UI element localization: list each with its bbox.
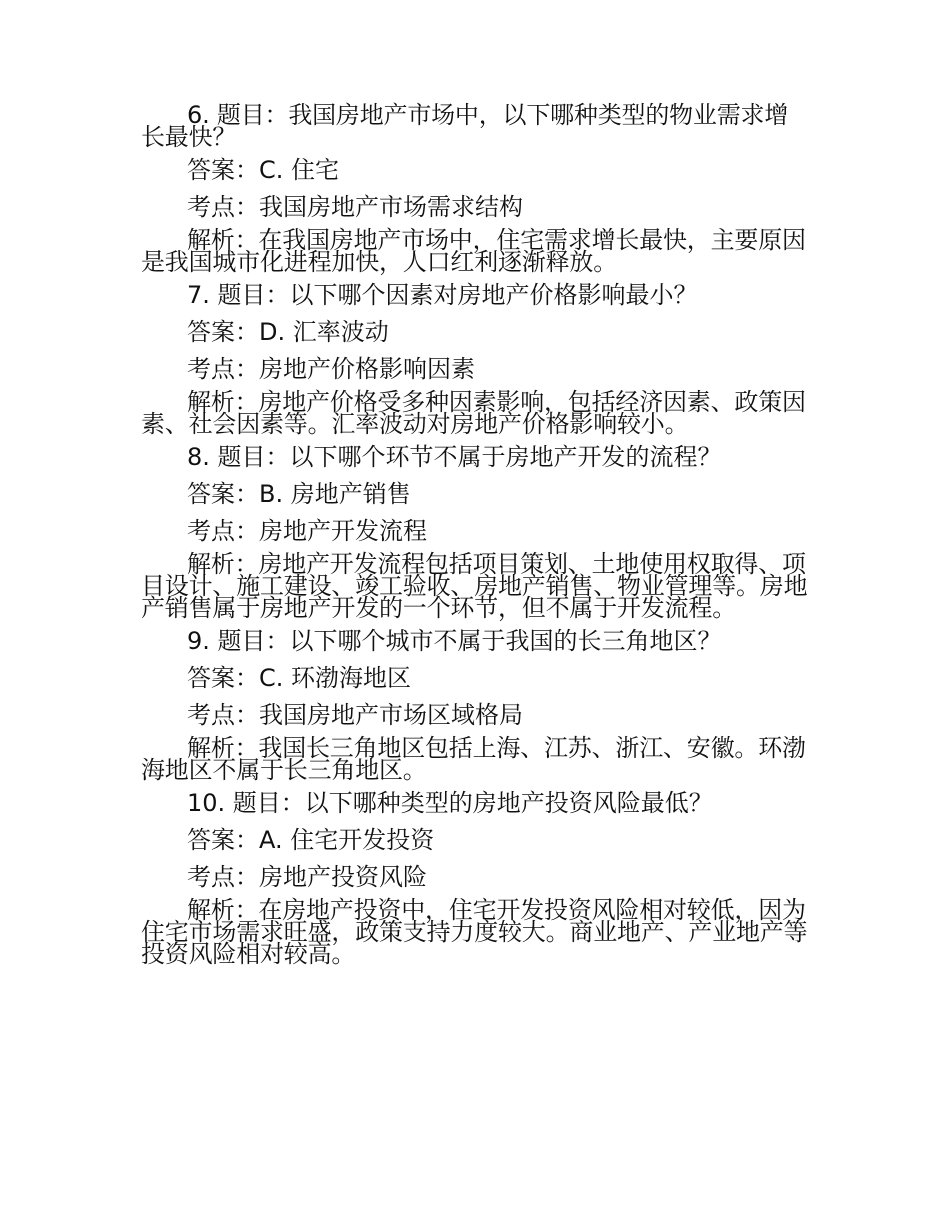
question-7: 7. 题目：以下哪个因素对房地产价格影响最小？ [187,281,698,309]
point-7: 考点：房地产价格影响因素 [187,355,475,383]
answer-9: 答案：C. 环渤海地区 [187,664,412,692]
analysis-6: 解析：在我国房地产市场中，住宅需求增长最快，主要原因是我国城市化进程加快，人口红利逐渐释放。 [141,226,806,276]
question-9: 9. 题目：以下哪个城市不属于我国的长三角地区？ [187,627,722,655]
analysis-7: 解析：房地产价格受多种因素影响，包括经济因素、政策因素、社会因素等。汇率波动对房地产价格影响较小。 [141,388,806,438]
qa-item-9 [141,626,811,784]
question-10: 10. 题目：以下哪种类型的房地产投资风险最低？ [187,789,713,817]
answer-8: 答案：B. 房地产销售 [187,480,411,508]
answer-6: 答案：C. 住宅 [187,156,340,184]
qa-item-6 [141,101,811,276]
qa-item-10 [141,788,811,968]
qa-item-7 [141,280,811,438]
analysis-8: 解析：房地产开发流程包括项目策划、土地使用权取得、项目设计、施工建设、竣工验收、房地产销售、物业管理等。房地产销售属于房地产开发的一个环节，但不属于开发流程。 [141,550,808,622]
point-9: 考点：我国房地产市场区域格局 [187,701,523,729]
qa-item-8 [141,442,811,622]
analysis-9: 解析：我国长三角地区包括上海、江苏、浙江、安徽。环渤海地区不属于长三角地区。 [141,734,806,784]
answer-7: 答案：D. 汇率波动 [187,318,389,346]
point-10: 考点：房地产投资风险 [187,863,427,891]
answer-10: 答案：A. 住宅开发投资 [187,826,435,854]
point-8: 考点：房地产开发流程 [187,517,427,545]
question-8: 8. 题目：以下哪个环节不属于房地产开发的流程？ [187,443,722,471]
qa-list [141,101,811,972]
analysis-10: 解析：在房地产投资中，住宅开发投资风险相对较低，因为住宅市场需求旺盛，政策支持力度较大。商业地产、产业地产等投资风险相对较高。 [141,896,808,968]
point-6: 考点：我国房地产市场需求结构 [187,193,523,221]
question-6: 6. 题目：我国房地产市场中，以下哪种类型的物业需求增长最快？ [141,101,789,151]
